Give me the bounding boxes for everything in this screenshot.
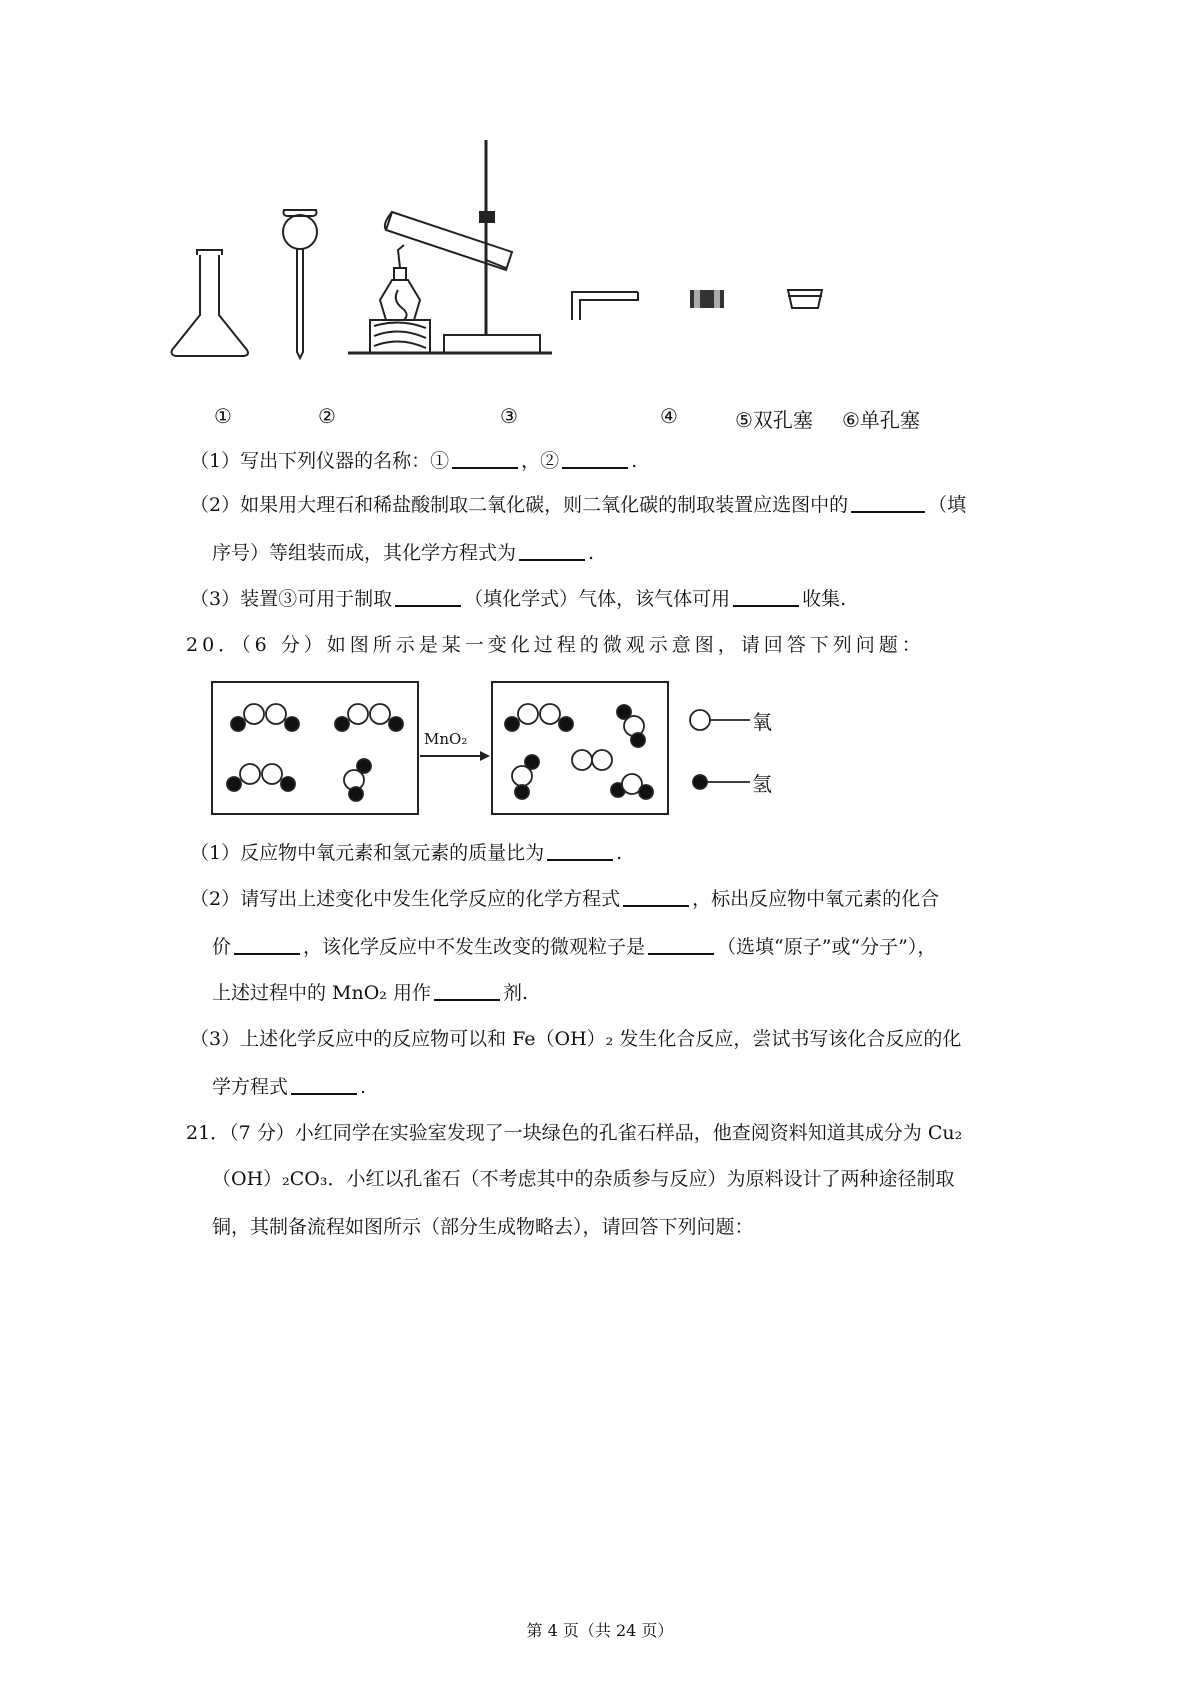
- answer-blank[interactable]: [851, 493, 925, 513]
- answer-blank[interactable]: [234, 935, 300, 955]
- legend-oxygen-label: 氧: [752, 710, 772, 734]
- answer-blank[interactable]: [395, 587, 461, 607]
- h2o-molecule: [617, 705, 645, 747]
- heating-apparatus-icon: [348, 140, 552, 353]
- thistle-funnel-icon: [283, 210, 317, 358]
- h2o2-molecule: [335, 704, 403, 731]
- answer-blank[interactable]: [733, 587, 799, 607]
- o2-molecule: [572, 750, 612, 770]
- q20-part2-cont2: 上述过程中的 MnO₂ 用作 剂.: [212, 982, 529, 1004]
- apparatus-label-3: ③: [500, 404, 518, 428]
- h2o2-molecule: [227, 764, 295, 791]
- answer-blank[interactable]: [519, 541, 585, 561]
- q19-part2: （2）如果用大理石和稀盐酸制取二氧化碳，则二氧化碳的制取装置应选图中的 （填: [190, 494, 967, 516]
- answer-blank[interactable]: [547, 841, 613, 861]
- answer-blank[interactable]: [623, 887, 689, 907]
- h2o-molecule: [611, 774, 653, 799]
- single-hole-stopper-icon: [788, 290, 822, 308]
- legend-oxygen-icon: [690, 710, 750, 730]
- q21-line2: （OH）₂CO₃．小红以孔雀石（不考虑其中的杂质参与反应）为原料设计了两种途径制取: [212, 1168, 955, 1190]
- answer-blank[interactable]: [291, 1075, 357, 1095]
- q20-heading: 20．（6 分）如图所示是某一变化过程的微观示意图，请回答下列问题：: [186, 634, 925, 656]
- answer-blank[interactable]: [648, 935, 714, 955]
- q20-part2-cont: 价 ，该化学反应中不发生改变的微观粒子是 （选填“原子”或“分子”），: [212, 936, 937, 958]
- apparatus-label-1: ①: [214, 404, 232, 428]
- apparatus-label-6: ⑥单孔塞: [842, 408, 920, 432]
- h2o2-molecule: [505, 704, 573, 731]
- h2o-molecule: [512, 755, 539, 799]
- answer-blank[interactable]: [562, 449, 628, 469]
- apparatus-figure: [160, 140, 880, 390]
- legend-hydrogen-label: 氢: [752, 772, 772, 796]
- double-hole-stopper-icon: [690, 290, 724, 308]
- h2o2-molecule: [231, 704, 299, 731]
- page-footer: 第 4 页（共 24 页）: [526, 1621, 674, 1640]
- q20-part1: （1）反应物中氧元素和氢元素的质量比为 .: [190, 842, 623, 864]
- h2o-molecule: [344, 759, 371, 801]
- conical-flask-icon: [172, 250, 249, 356]
- bent-tube-icon: [572, 292, 638, 320]
- catalyst-label: MnO₂: [424, 730, 468, 748]
- answer-blank[interactable]: [452, 449, 518, 469]
- apparatus-label-4: ④: [660, 404, 678, 428]
- q19-part1: （1）写出下列仪器的名称：① ，② .: [190, 450, 638, 472]
- apparatus-label-5: ⑤双孔塞: [735, 408, 813, 432]
- q20-part3: （3）上述化学反应中的反应物可以和 Fe（OH）₂ 发生化合反应，尝试书写该化合反应的化: [190, 1028, 962, 1050]
- q19-part2-cont: 序号）等组装而成，其化学方程式为 .: [212, 542, 595, 564]
- q20-part2: （2）请写出上述变化中发生化学反应的化学方程式 ，标出反应物中氧元素的化合: [190, 888, 940, 910]
- q21-line3: 铜，其制备流程如图所示（部分生成物略去），请回答下列问题：: [212, 1216, 754, 1238]
- q21-line1: 21．（7 分）小红同学在实验室发现了一块绿色的孔雀石样品，他查阅资料知道其成分为 Cu₂: [186, 1122, 963, 1144]
- q19-part3: （3）装置③可用于制取 （填化学式）气体，该气体可用 收集.: [190, 588, 847, 610]
- micro-reaction-diagram: [210, 680, 790, 820]
- q20-part3-cont: 学方程式 .: [212, 1076, 367, 1098]
- legend-hydrogen-icon: [693, 775, 750, 789]
- apparatus-label-2: ②: [318, 404, 336, 428]
- answer-blank[interactable]: [434, 981, 500, 1001]
